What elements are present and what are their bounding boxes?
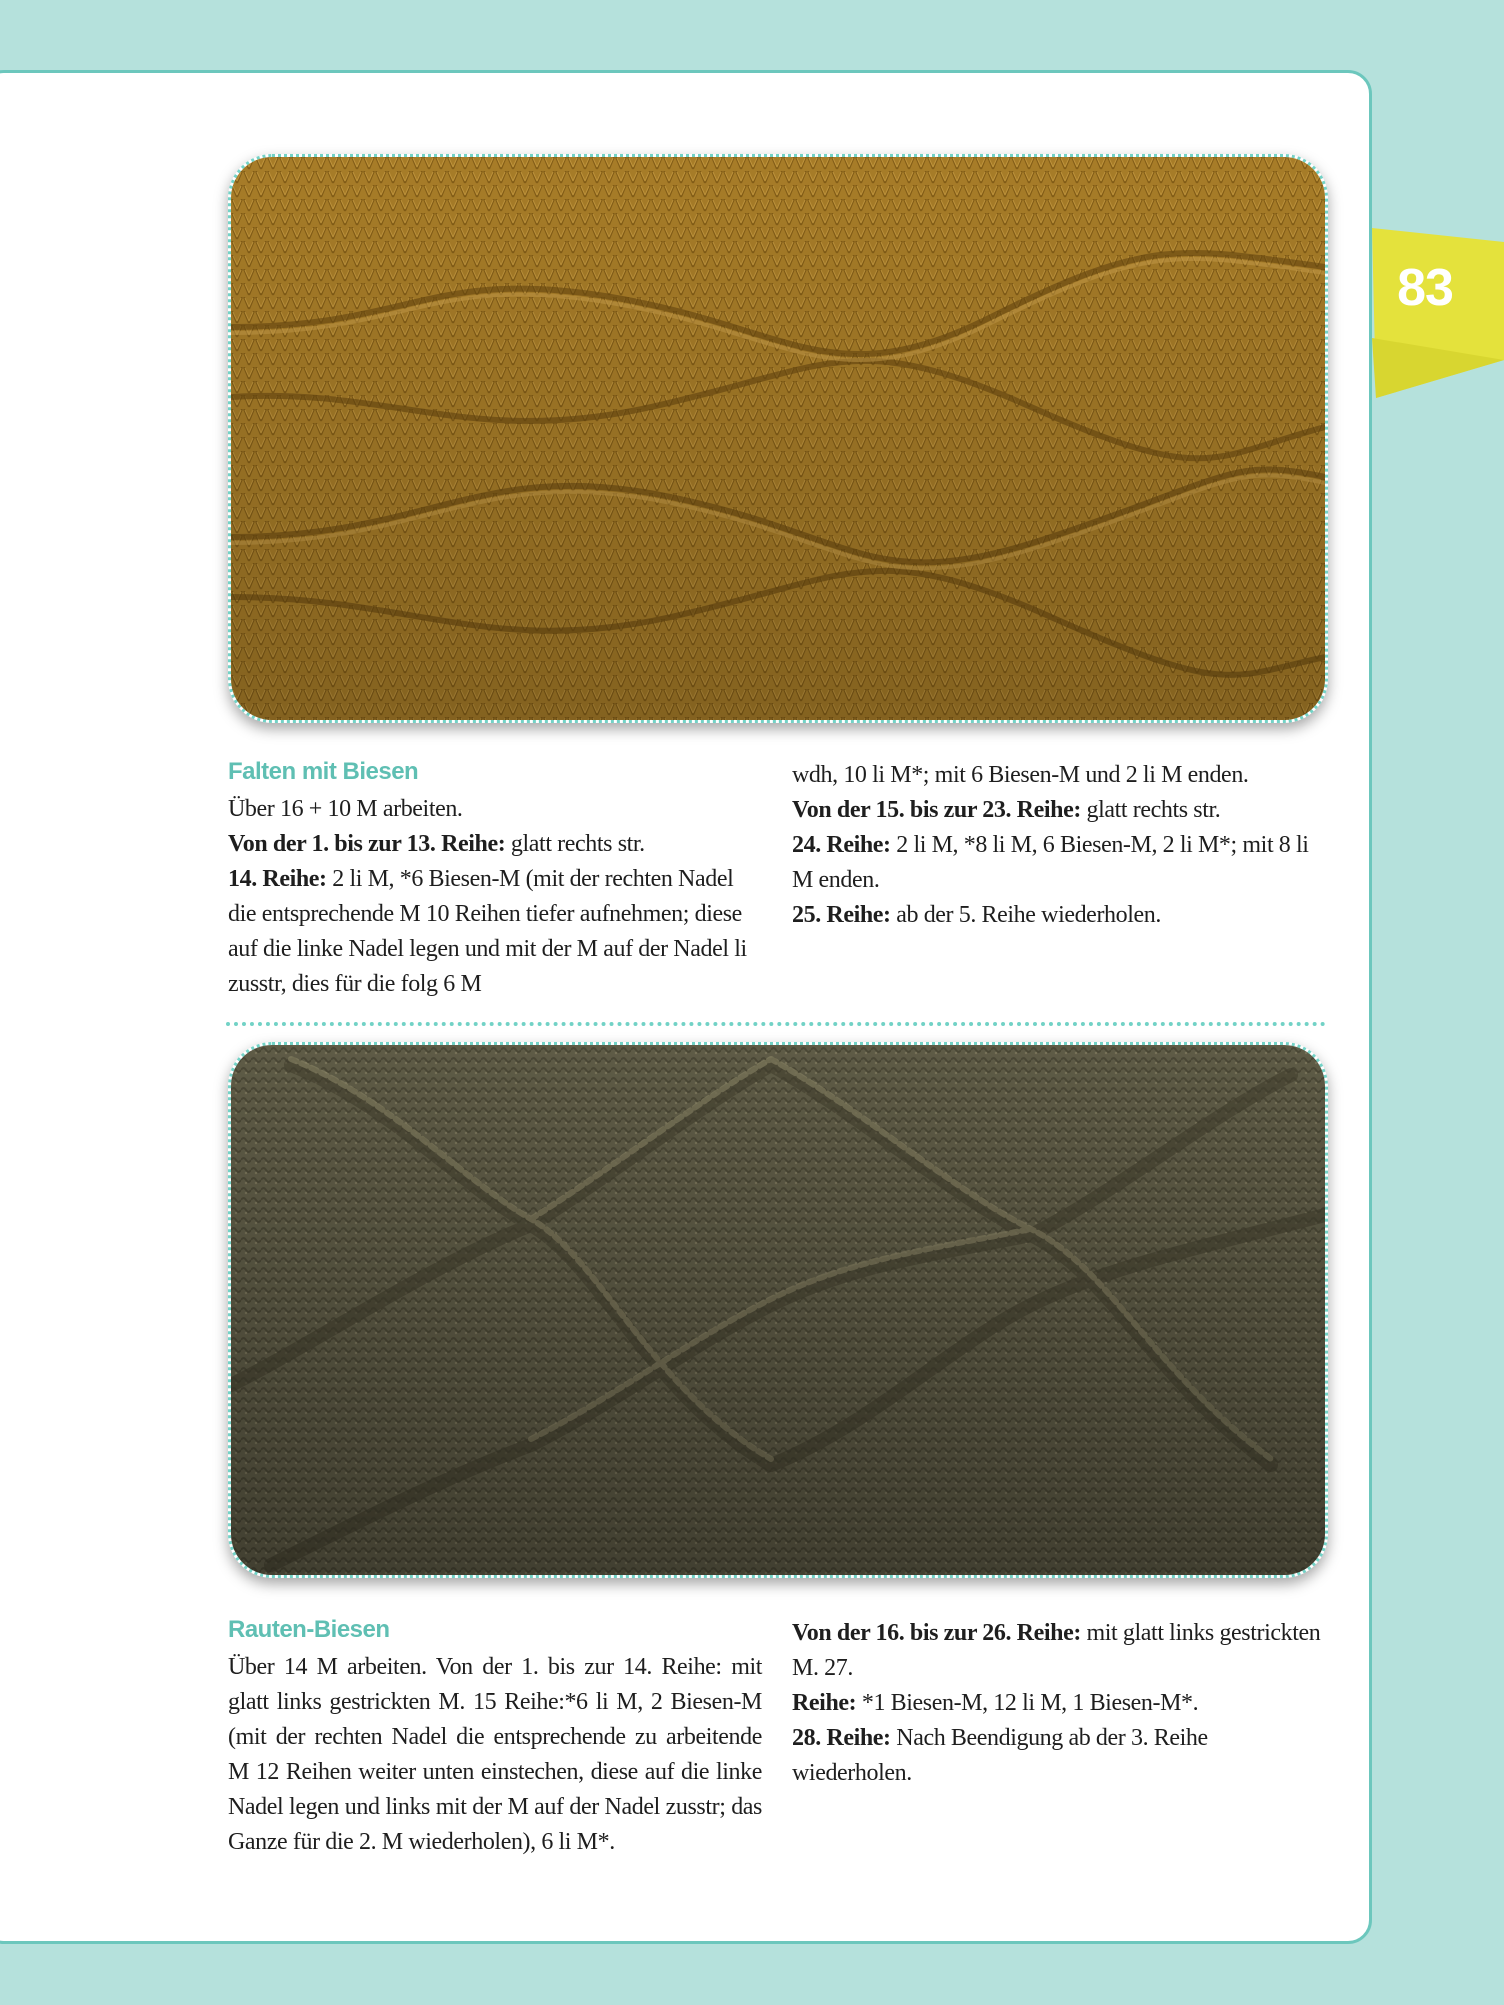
instruction-line: 28. Reihe: Nach Beendigung ab der 3. Reihe wiederholen. [792,1725,1208,1786]
instruction-line: 14. Reihe: 2 li M, *6 Biesen-M (mit der rechten Nadel die entsprechende M 10 Reihen tiefer aufnehmen; diese auf die linke Nadel legen und mit der M auf der Nadel li zusstr, dies für die folg 6 M [228,866,747,997]
instruction-line: 24. Reihe: 2 li M, *8 li M, 6 Biesen-M, 2 li M*; mit 8 li M enden. [792,832,1309,893]
instruction-line: wdh, 10 li M*; mit 6 Biesen-M und 2 li M enden. [792,762,1249,788]
pattern-1-right-column [792,758,1326,933]
knit-swatch-olive-icon [231,1045,1325,1575]
instruction-line: Von der 16. bis zur 26. Reihe: mit glatt links gestrickten M. 27. [792,1620,1321,1681]
knit-swatch-mustard-image [228,154,1328,723]
instruction-line: Von der 1. bis zur 13. Reihe: glatt rechts str. [228,831,645,857]
instruction-line: Über 14 M arbeiten. Von der 1. bis zur 14. Reihe: mit glatt links gestrickten M. 15 Reihe:*6 li M, 2 Biesen-M (mit der rechten Nadel die entsprechende zu arbeitende M 12 Reihen weiter unten einstechen, diese auf die linke Nadel legen und links mit der M auf der Nadel zusstr; das Ganze für die 2. M wiederholen), 6 li M*. [228,1654,762,1855]
knit-swatch-mustard-icon [231,157,1325,720]
pattern-2-left-column [228,1650,762,1860]
pattern-title: Falten mit Biesen [228,758,419,785]
pattern-1-left-column [228,792,748,1002]
section-divider [226,1022,1326,1026]
instruction-line: Von der 15. bis zur 23. Reihe: glatt rechts str. [792,797,1221,823]
instruction-line: Über 16 + 10 M arbeiten. [228,796,463,822]
pattern-2-right-column [792,1616,1326,1791]
instruction-line: Reihe: *1 Biesen-M, 12 li M, 1 Biesen-M*. [792,1690,1199,1716]
knit-swatch-olive-image [228,1042,1328,1578]
page-number: 83 [1397,259,1453,317]
pattern-title: Rauten-Biesen [228,1616,390,1643]
instruction-line: 25. Reihe: ab der 5. Reihe wiederholen. [792,902,1161,928]
